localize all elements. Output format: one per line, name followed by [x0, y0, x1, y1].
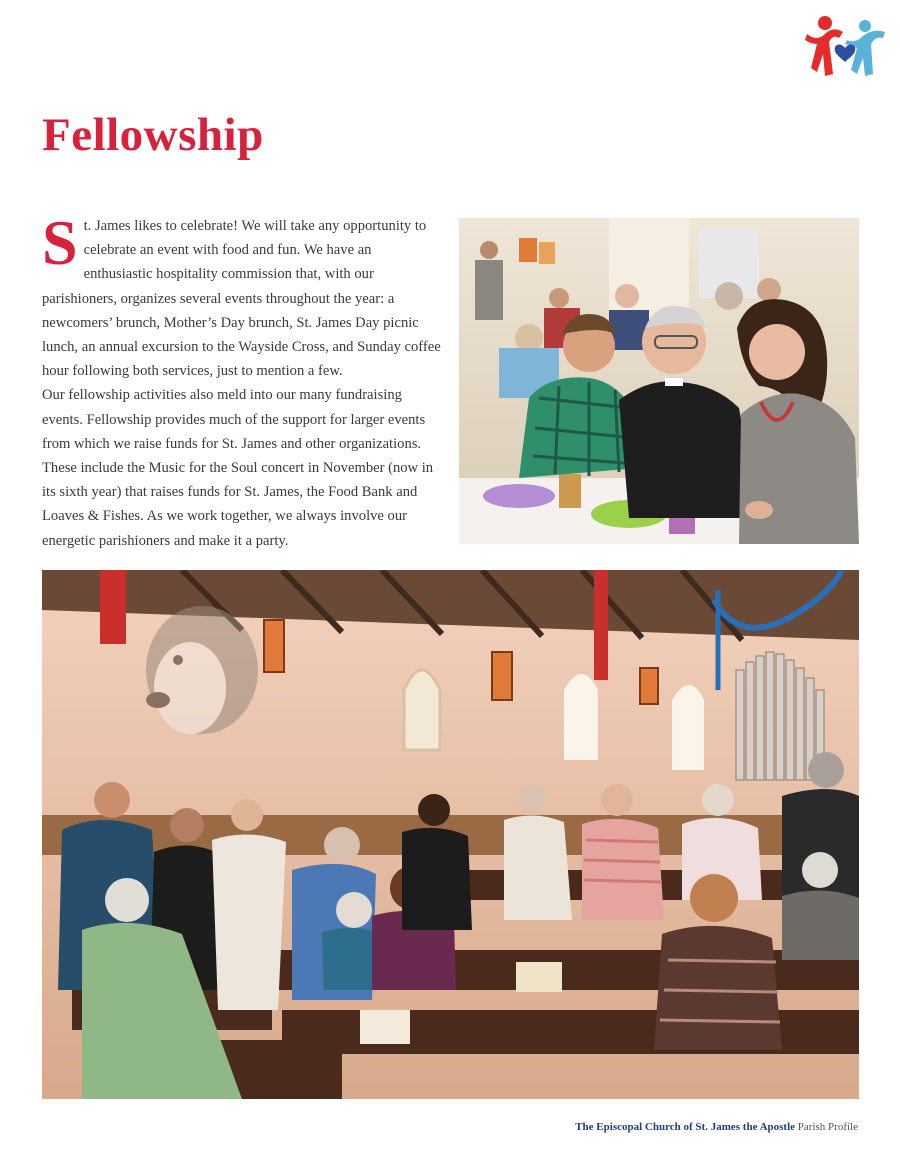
- footer-profile-label: Parish Profile: [797, 1121, 858, 1133]
- drop-cap: S: [42, 207, 78, 278]
- page-footer: [575, 1121, 858, 1133]
- article-body: [42, 207, 442, 553]
- footer-church-name: The Episcopal Church of St. James the Apostle: [575, 1121, 796, 1133]
- paragraph-intro-text: t. James likes to celebrate! We will take any opportunity to celebrate an event with food and fun. We have an enthusiastic hospitality commission that, with our parishioners, organizes several events throughout the year: a newcomers’ brunch, Mother’s Day brunch, St. James Day picnic lunch, an annual excursion to the Wayside Cross, and Sunday coffee hour following both services, just to mention a few.: [42, 218, 441, 380]
- paragraph-fundraising: Our fellowship activities also meld into our many fundraising events. Fellowship provides much of the support for larger events from which we raise funds for St. James and other organizations. These include the Music for the Soul concert in November (now in its sixth year) that raises funds for St. James, the Food Bank and Loaves & Fishes. As we work together, we always involve our energetic parishioners and make it a party.: [42, 387, 434, 549]
- paragraph-intro: [42, 207, 442, 383]
- people-heart-logo-icon: [803, 14, 887, 80]
- fellowship-table-photo: [459, 218, 859, 544]
- page-title: Fellowship: [42, 109, 264, 161]
- church-interior-photo: [42, 570, 859, 1099]
